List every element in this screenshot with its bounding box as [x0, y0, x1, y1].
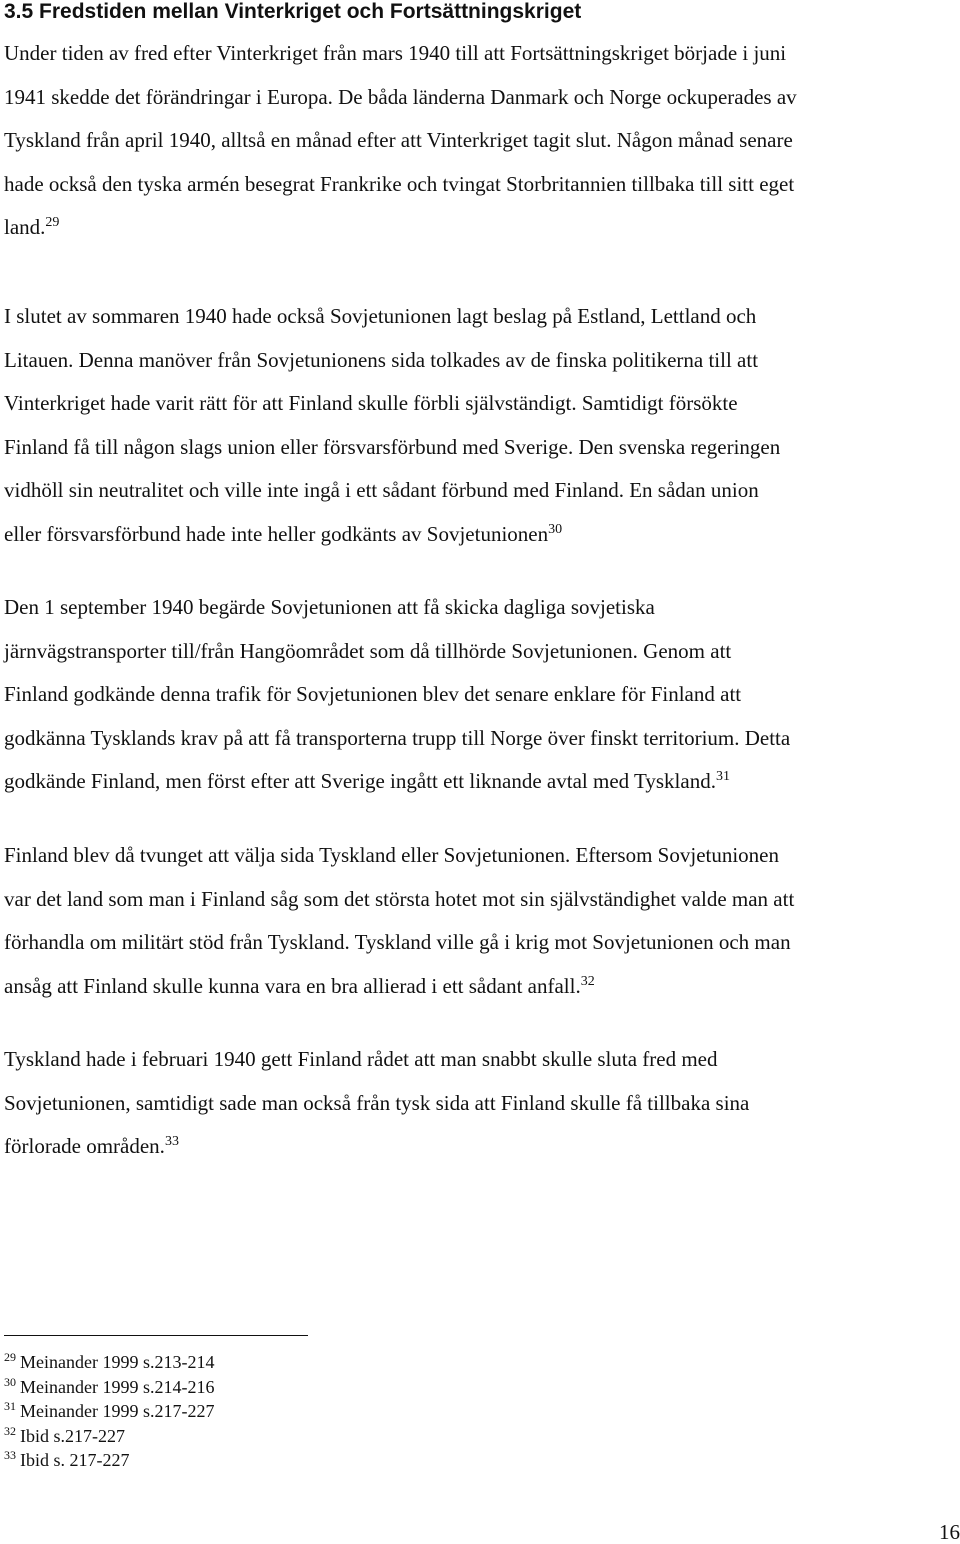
paragraph-line-last	[4, 965, 956, 1009]
footnote-text: Meinander 1999 s.213-214	[20, 1352, 215, 1372]
paragraph-line: Finland blev då tvunget att välja sida Tyskland eller Sovjetunionen. Eftersom Sovjetunionen	[4, 843, 780, 867]
paragraph-line: I slutet av sommaren 1940 hade också Sovjetunionen lagt beslag på Estland, Lettland och	[4, 304, 757, 328]
paragraph-line: Sovjetunionen, samtidigt sade man också från tysk sida att Finland skulle få tillbaka sina	[4, 1090, 750, 1115]
footnote-ref-29: 29	[45, 215, 60, 231]
paragraph-line: Den 1 september 1940 begärde Sovjetunionen att få skicka dagliga sovjetiska	[4, 595, 655, 619]
section-heading: 3.5 Fredstiden mellan Vinterkriget och Fortsättningskriget	[4, 0, 582, 23]
paragraph-5	[4, 1038, 956, 1169]
footnote-text: Meinander 1999 s.217-227	[20, 1401, 215, 1421]
paragraph-line-last	[4, 1125, 956, 1169]
footnote-item	[4, 1448, 214, 1473]
paragraph-3	[4, 586, 956, 804]
page-number: 16	[939, 1520, 960, 1544]
paragraph-line: Litauen. Denna manöver från Sovjetunionens sida tolkades av de finska politikerna till att	[4, 347, 759, 372]
paragraph-line-last	[4, 760, 956, 804]
paragraph-line: hade också den tyska armén besegrat Frankrike och tvingat Storbritannien tillbaka till sitt eget	[4, 171, 795, 196]
paragraph-text: godkände Finland, men först efter att Sverige ingått ett liknande avtal med Tyskland.	[4, 769, 716, 794]
footnote-item	[4, 1399, 214, 1424]
footnote-number: 29	[4, 1350, 16, 1364]
footnote-text: Ibid s. 217-227	[20, 1450, 130, 1470]
paragraph-text: eller försvarsförbund hade inte heller godkänts av Sovjetunionen	[4, 521, 549, 546]
paragraph-text: ansåg att Finland skulle kunna vara en bra allierad i ett sådant anfall.	[4, 973, 581, 998]
footnote-ref-31: 31	[715, 769, 730, 785]
footnote-ref-32: 32	[580, 973, 595, 989]
footnote-list	[4, 1350, 214, 1473]
paragraph-line: Vinterkriget hade varit rätt för att Finland skulle förbli självständigt. Samtidigt försökte	[4, 391, 738, 416]
paragraph-line: Finland godkände denna trafik för Sovjetunionen blev det senare enklare för Finland att	[4, 682, 742, 707]
footnote-text: Ibid s.217-227	[20, 1425, 125, 1446]
paragraph-4	[4, 834, 956, 1008]
paragraph-text: förlorade områden.	[4, 1134, 165, 1159]
footnote-ref-30: 30	[548, 521, 563, 537]
footnote-text: Meinander 1999 s.214-216	[20, 1376, 215, 1397]
paragraph-line-last	[4, 513, 956, 557]
footnote-number: 32	[4, 1423, 16, 1438]
footnote-number: 33	[4, 1448, 16, 1462]
paragraph-line: Finland få till någon slags union eller försvarsförbund med Sverige. Den svenska regeringen	[4, 434, 781, 459]
paragraph-line: förhandla om militärt stöd från Tyskland. Tyskland ville gå i krig mot Sovjetunionen och man	[4, 930, 791, 955]
footnote-separator	[4, 1335, 308, 1336]
paragraph-line: Tyskland från april 1940, alltså en månad efter att Vinterkriget tagit slut. Någon månad senare	[4, 128, 793, 153]
footnote-number: 31	[4, 1399, 16, 1413]
footnote-number: 30	[4, 1374, 16, 1389]
paragraph-line: vidhöll sin neutralitet och ville inte ingå i ett sådant förbund med Finland. En sådan union	[4, 478, 759, 503]
paragraph-line: Under tiden av fred efter Vinterkriget från mars 1940 till att Fortsättningskriget började i juni	[4, 41, 787, 65]
footnote-ref-33: 33	[164, 1134, 179, 1150]
paragraph-text: land.	[4, 215, 46, 240]
paragraph-line: järnvägstransporter till/från Hangöområdet som då tillhörde Sovjetunionen. Genom att	[4, 638, 732, 663]
paragraph-line: var det land som man i Finland såg som det största hotet mot sin självständighet valde man att	[4, 886, 795, 911]
paragraph-line: Tyskland hade i februari 1940 gett Finland rådet att man snabbt skulle sluta fred med	[4, 1047, 718, 1071]
paragraph-line-last	[4, 206, 956, 250]
paragraph-line: godkänna Tysklands krav på att få transporterna trupp till Norge över finskt territorium. Detta	[4, 725, 791, 750]
footnote-item	[4, 1375, 214, 1400]
footnote-item	[4, 1350, 214, 1375]
footnote-item	[4, 1424, 214, 1449]
paragraph-2	[4, 295, 956, 557]
paragraph-1	[4, 32, 956, 250]
paragraph-line: 1941 skedde det förändringar i Europa. De båda länderna Danmark och Norge ockuperades av	[4, 84, 797, 109]
